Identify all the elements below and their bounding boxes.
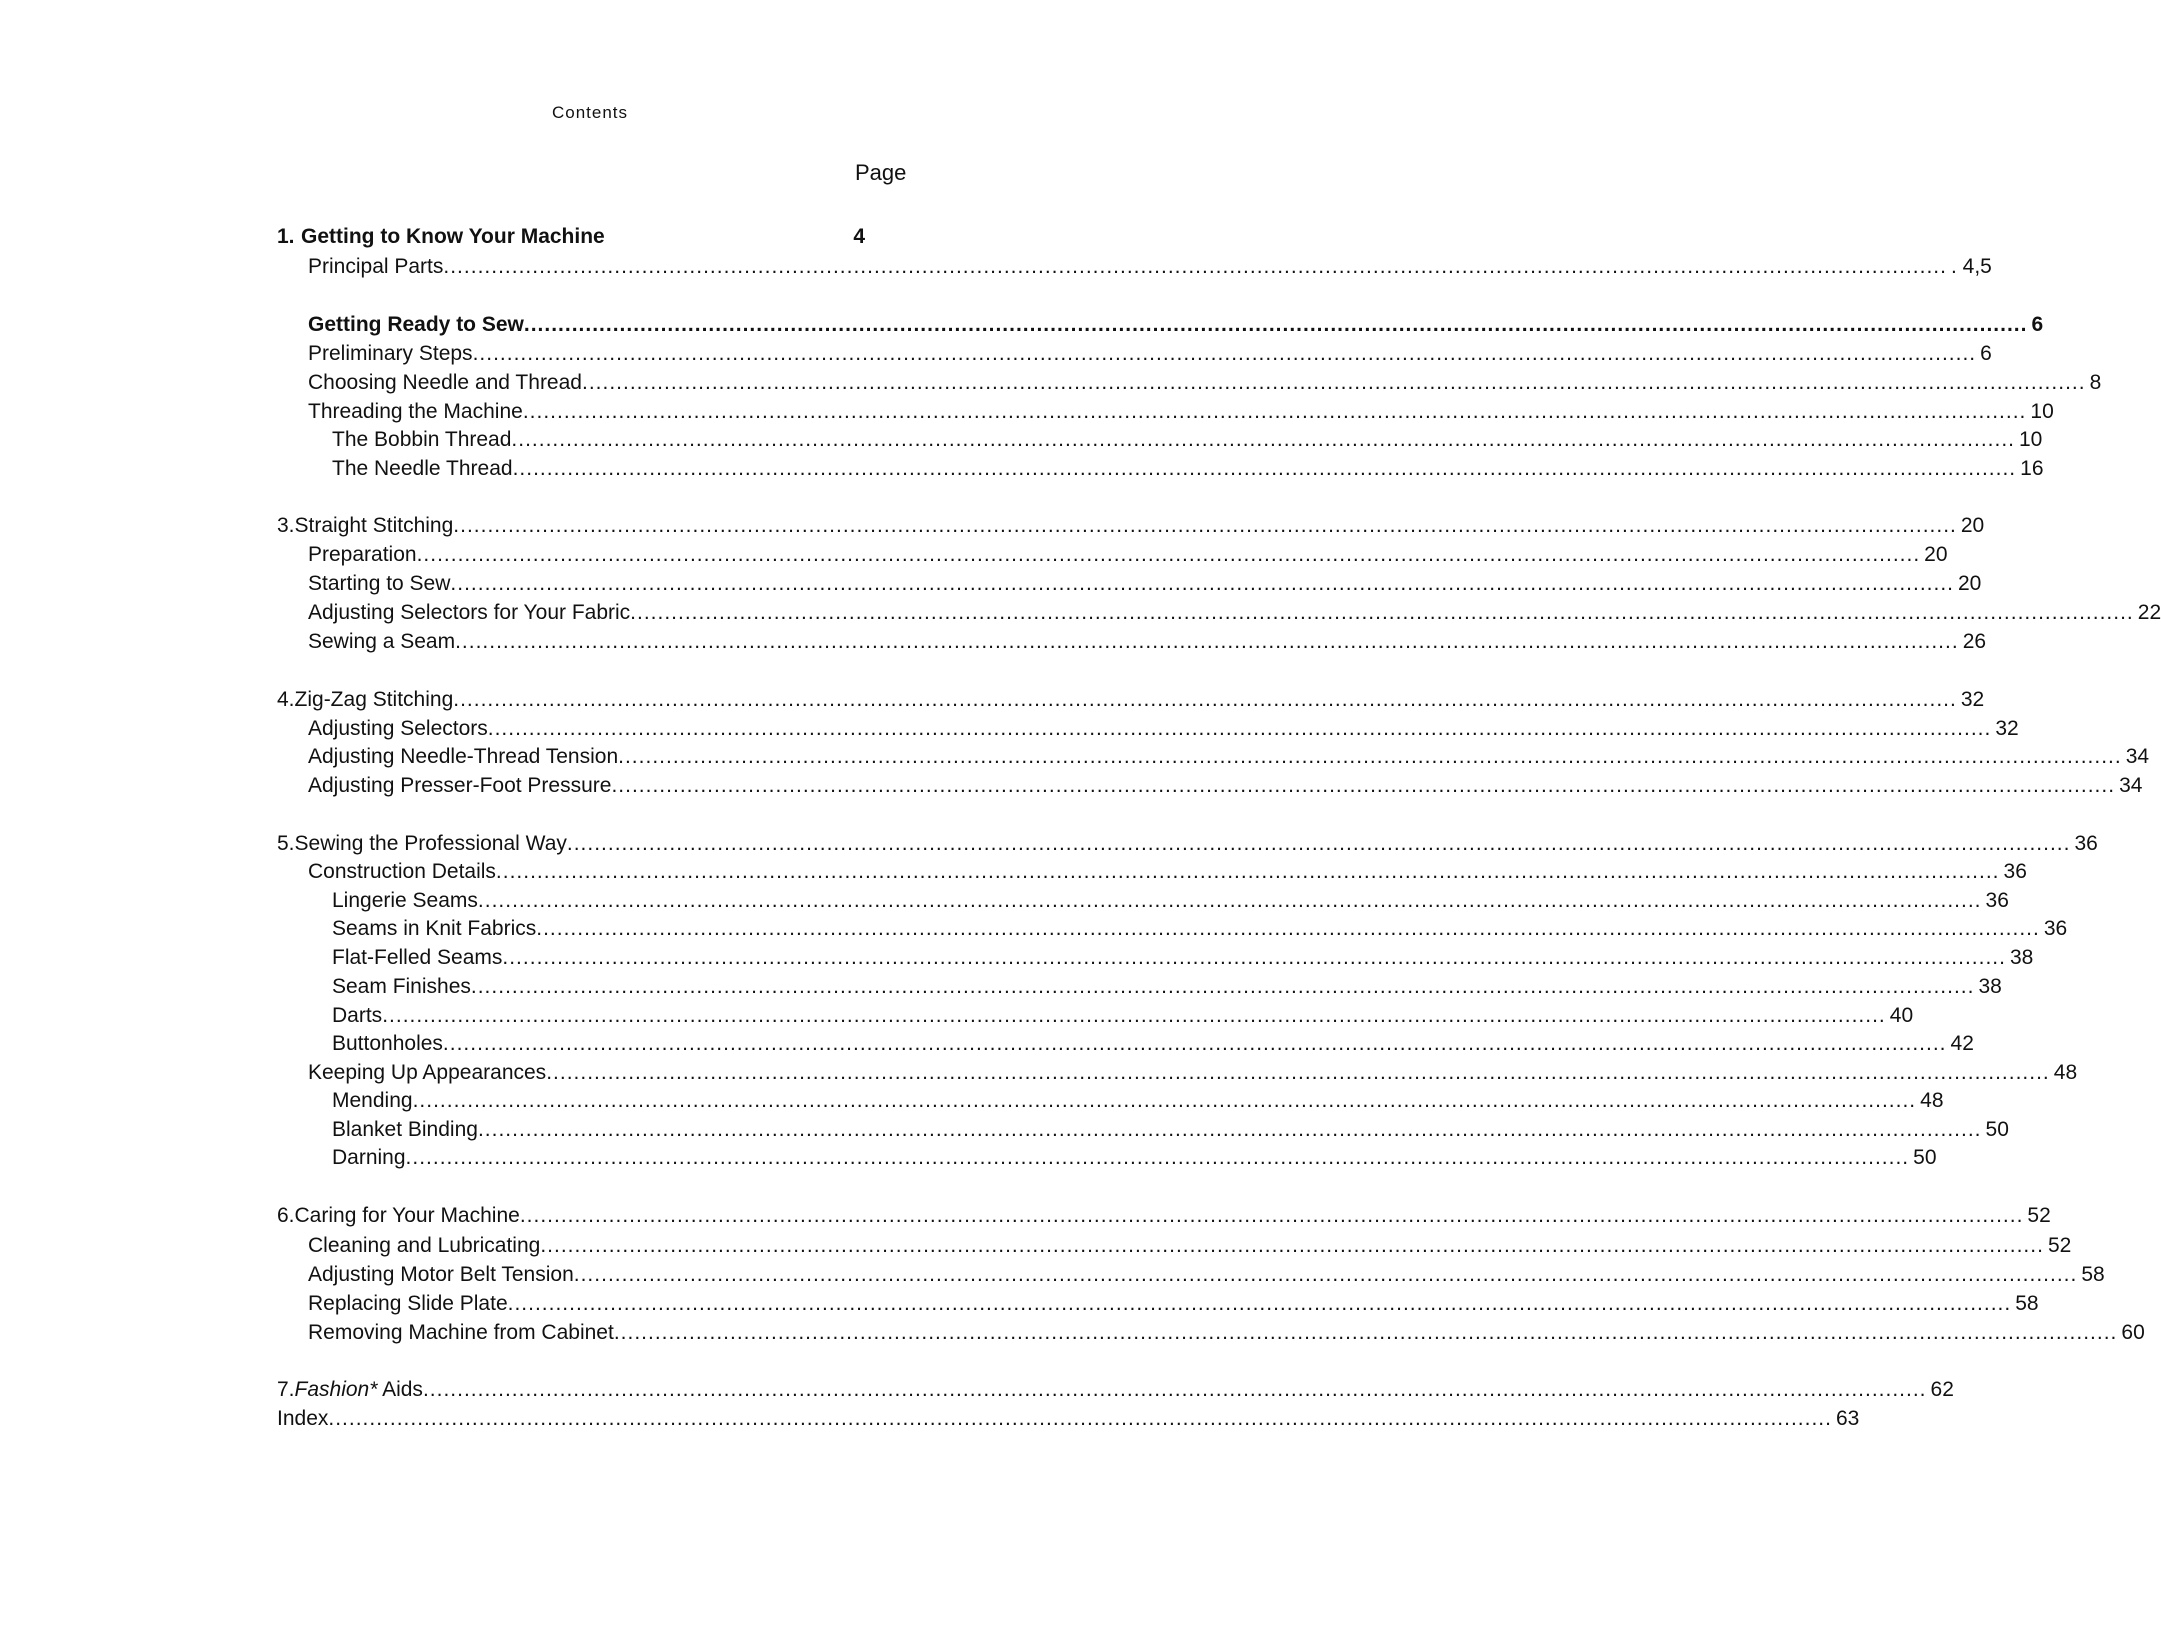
toc-entry [308, 714, 2019, 744]
entry-label: Mending [332, 1089, 413, 1112]
page-number: 32 [1960, 688, 1985, 711]
entry-label: Darning [332, 1146, 406, 1169]
page-number: 52 [2027, 1204, 2051, 1227]
toc-entry [308, 1318, 2145, 1348]
entry-label: Adjusting Presser-Foot Pressure [308, 774, 612, 797]
entry-label: Construction Details [308, 860, 496, 883]
page-number: 42 [1950, 1032, 1974, 1055]
entry-label: Lingerie Seams [332, 889, 478, 912]
dot-leader: ............................................................................................................................................................................................................................ [502, 946, 2006, 969]
toc-entry [332, 972, 2002, 1002]
toc-chapter-entry [277, 1375, 1954, 1405]
dot-leader: ............................................................................................................................................................................................................................ [477, 889, 1982, 912]
entry-label: Darts [332, 1004, 383, 1027]
page-number: 10 [2030, 400, 2054, 423]
page-number: 38 [2009, 946, 2034, 969]
entry-label: Buttonholes [332, 1032, 443, 1055]
dot-leader: ............................................................................................................................................................................................................................ [455, 630, 1959, 653]
page-number: 38 [1978, 975, 2002, 998]
dot-leader: ............................................................................................................................................................................................................................ [546, 1061, 2050, 1084]
page-number: 34 [2125, 745, 2150, 768]
entry-label: Preliminary Steps [308, 342, 473, 365]
toc-chapter-entry [277, 685, 1985, 715]
dot-leader: ............................................................................................................................................................................................................................ [495, 860, 2000, 883]
dot-leader: ............................................................................................................................................................................................................................ [618, 745, 2122, 768]
entry-label: Starting to Sew [308, 572, 451, 595]
toc-entry [308, 252, 1992, 282]
entry-label: Zig-Zag Stitching [294, 688, 454, 711]
toc-chapter-entry [277, 829, 2098, 859]
dot-leader: ............................................................................................................................................................................................................................ [442, 1032, 1947, 1055]
page-number: 36 [2043, 917, 2068, 940]
chapter-number: 1. [277, 225, 295, 248]
page-number: 20 [1960, 514, 1985, 537]
dot-leader: ............................................................................................................................................................................................................................ [422, 1378, 1927, 1401]
entry-label: Seam Finishes [332, 975, 471, 998]
dot-leader: ............................................................................................................................................................................................................................ [630, 601, 2134, 624]
entry-label: Fashion* [294, 1378, 378, 1401]
entry-label: Getting Ready to Sew [308, 313, 524, 336]
toc-entry [332, 1001, 1914, 1031]
page-number: 58 [2081, 1263, 2105, 1286]
toc-entry [332, 425, 2043, 455]
page-number: 20 [1924, 543, 1948, 566]
page-number: 48 [1920, 1089, 1944, 1112]
dot-leader: ............................................................................................................................................................................................................................ [507, 1292, 2012, 1315]
entry-label: Removing Machine from Cabinet [308, 1321, 614, 1344]
dot-leader: ............................................................................................................................................................................................................................ [566, 832, 2071, 855]
toc-entry [308, 857, 2027, 887]
entry-label: Adjusting Needle-Thread Tension [308, 745, 619, 768]
dot-leader: ............................................................................................................................................................................................................................ [477, 1118, 1982, 1141]
entry-label: Straight Stitching [294, 514, 454, 537]
toc-entry [332, 1086, 1944, 1116]
toc-entry [308, 368, 2102, 398]
dot-leader: ............................................................................................................................................................................................................................ [519, 1204, 2024, 1227]
entry-label: Blanket Binding [332, 1118, 478, 1141]
toc-entry [332, 454, 2044, 484]
entry-label: Threading the Machine [308, 400, 523, 423]
chapter-number: 5. [277, 832, 295, 855]
toc-entry [332, 914, 2068, 944]
dot-leader: ............................................................................................................................................................................................................................ [405, 1146, 1910, 1169]
toc-entry [308, 1058, 2078, 1088]
dot-leader: ............................................................................................................................................................................................................................ [613, 1321, 2118, 1344]
toc-entry [332, 1115, 2009, 1145]
entry-label: Adjusting Selectors for Your Fabric [308, 601, 631, 624]
dot-leader: ............................................................................................................................................................................................................................ [573, 1263, 2078, 1286]
page-number: 16 [2020, 457, 2044, 480]
entry-label: The Needle Thread [332, 457, 513, 480]
toc-entry [308, 1289, 2039, 1319]
toc-entry [308, 397, 2054, 427]
dot-leader: ............................................................................................................................................................................................................................ [536, 917, 2040, 940]
toc-entry [308, 1231, 2072, 1261]
dot-leader: ............................................................................................................................................................................................................................ [522, 400, 2027, 423]
dot-leader: ............................................................................................................................................................................................................................ [512, 457, 2017, 480]
dot-leader: ............................................................................................................................................................................................................................ [416, 543, 1921, 566]
entry-label: Caring for Your Machine [294, 1204, 520, 1227]
toc-entry [277, 1404, 1860, 1434]
dot-leader: ............................................................................................................................................................................................................................ [412, 1089, 1917, 1112]
entry-label: Sewing the Professional Way [294, 832, 567, 855]
dot-leader: ............................................................................................................................................................................................................................ [611, 774, 2116, 797]
dot-leader: ............................................................................................................................................................................................................................ [450, 572, 1954, 595]
page-number: 8 [2089, 371, 2102, 394]
toc-entry [308, 742, 2150, 772]
toc-entry [332, 1143, 1937, 1173]
chapter-number: 4. [277, 688, 295, 711]
page-number: 10 [2019, 428, 2043, 451]
page-number: 40 [1889, 1004, 1914, 1027]
page-number: 62 [1930, 1378, 1954, 1401]
entry-label: Seams in Knit Fabrics [332, 917, 537, 940]
toc-entry [308, 540, 1948, 570]
toc-chapter-entry [277, 511, 1985, 541]
dot-leader: ............................................................................................................................................................................................................................ [523, 313, 2028, 336]
dot-leader: ............................................................................................................................................................................................................................ [328, 1407, 1832, 1430]
page-number: 20 [1958, 572, 1982, 595]
toc-entry [332, 943, 2034, 973]
dot-leader: ............................................................................................................................................................................................................................ [470, 975, 1975, 998]
page-number: 22 [2137, 601, 2161, 624]
dot-leader: ............................................................................................................................................................................................................................ [487, 717, 1992, 740]
chapter-number: 7. [277, 1378, 295, 1401]
page-number: 48 [2053, 1061, 2078, 1084]
entry-label: Index [277, 1407, 329, 1430]
entry-label: The Bobbin Thread [332, 428, 512, 451]
entry-label: Adjusting Motor Belt Tension [308, 1263, 574, 1286]
toc-entry [308, 598, 2161, 628]
page-number: 50 [1985, 1118, 2009, 1141]
page-number: 36 [2003, 860, 2027, 883]
page-number: 6 [2031, 313, 2044, 336]
page-number: 63 [1835, 1407, 1860, 1430]
dot-leader: ............................................................................................................................................................................................................................ [453, 514, 1957, 537]
toc-chapter-entry [277, 1201, 2051, 1231]
page-number: 4 [853, 225, 865, 248]
entry-label: Replacing Slide Plate [308, 1292, 508, 1315]
toc-entry [332, 886, 2009, 916]
toc-chapter-entry [277, 222, 865, 252]
dot-leader: ............................................................................................................................................................................................................................ [472, 342, 1977, 365]
dot-leader: ............................................................................................................................................................................................................................ [540, 1234, 2044, 1257]
dot-leader: ............................................................................................................................................................................................................................ [443, 255, 1947, 278]
contents-title: Contents [551, 103, 629, 122]
page-column-heading: Page [855, 160, 907, 185]
entry-label: Choosing Needle and Thread [308, 371, 582, 394]
page-number: 60 [2121, 1321, 2145, 1344]
page-number: 58 [2015, 1292, 2039, 1315]
dot-leader: ............................................................................................................................................................................................................................ [382, 1004, 1886, 1027]
toc-entry [308, 627, 1987, 657]
entry-label: Flat-Felled Seams [332, 946, 503, 969]
entry-label-rest: Aids [377, 1378, 423, 1401]
entry-label: Getting to Know Your Machine [301, 225, 605, 248]
page-number: 26 [1962, 630, 1987, 653]
entry-label: Sewing a Seam [308, 630, 456, 653]
dot-leader: ............................................................................................................................................................................................................................ [581, 371, 2086, 394]
page-number: 50 [1913, 1146, 1937, 1169]
toc-entry [308, 771, 2143, 801]
entry-label: Principal Parts [308, 255, 444, 278]
page-number: 52 [2047, 1234, 2072, 1257]
toc-entry [332, 1029, 1974, 1059]
entry-label: Preparation [308, 543, 417, 566]
chapter-number: 6. [277, 1204, 295, 1227]
dot-leader: ............................................................................................................................................................................................................................ [453, 688, 1957, 711]
dot-leader: ............................................................................................................................................................................................................................ [511, 428, 2015, 451]
entry-label: Adjusting Selectors [308, 717, 488, 740]
toc-entry [308, 310, 2044, 340]
page-number: . 4,5 [1950, 255, 1992, 278]
toc-entry [308, 569, 1982, 599]
page-number: 36 [2074, 832, 2098, 855]
entry-label: Cleaning and Lubricating [308, 1234, 541, 1257]
page-number: 6 [1980, 342, 1992, 365]
page-number: 34 [2119, 774, 2143, 797]
entry-label: Keeping Up Appearances [308, 1061, 547, 1084]
page-number: 36 [1985, 889, 2009, 912]
page-number: 32 [1995, 717, 2019, 740]
chapter-number: 3. [277, 514, 295, 537]
toc-entry [308, 339, 1992, 369]
toc-entry [308, 1260, 2105, 1290]
